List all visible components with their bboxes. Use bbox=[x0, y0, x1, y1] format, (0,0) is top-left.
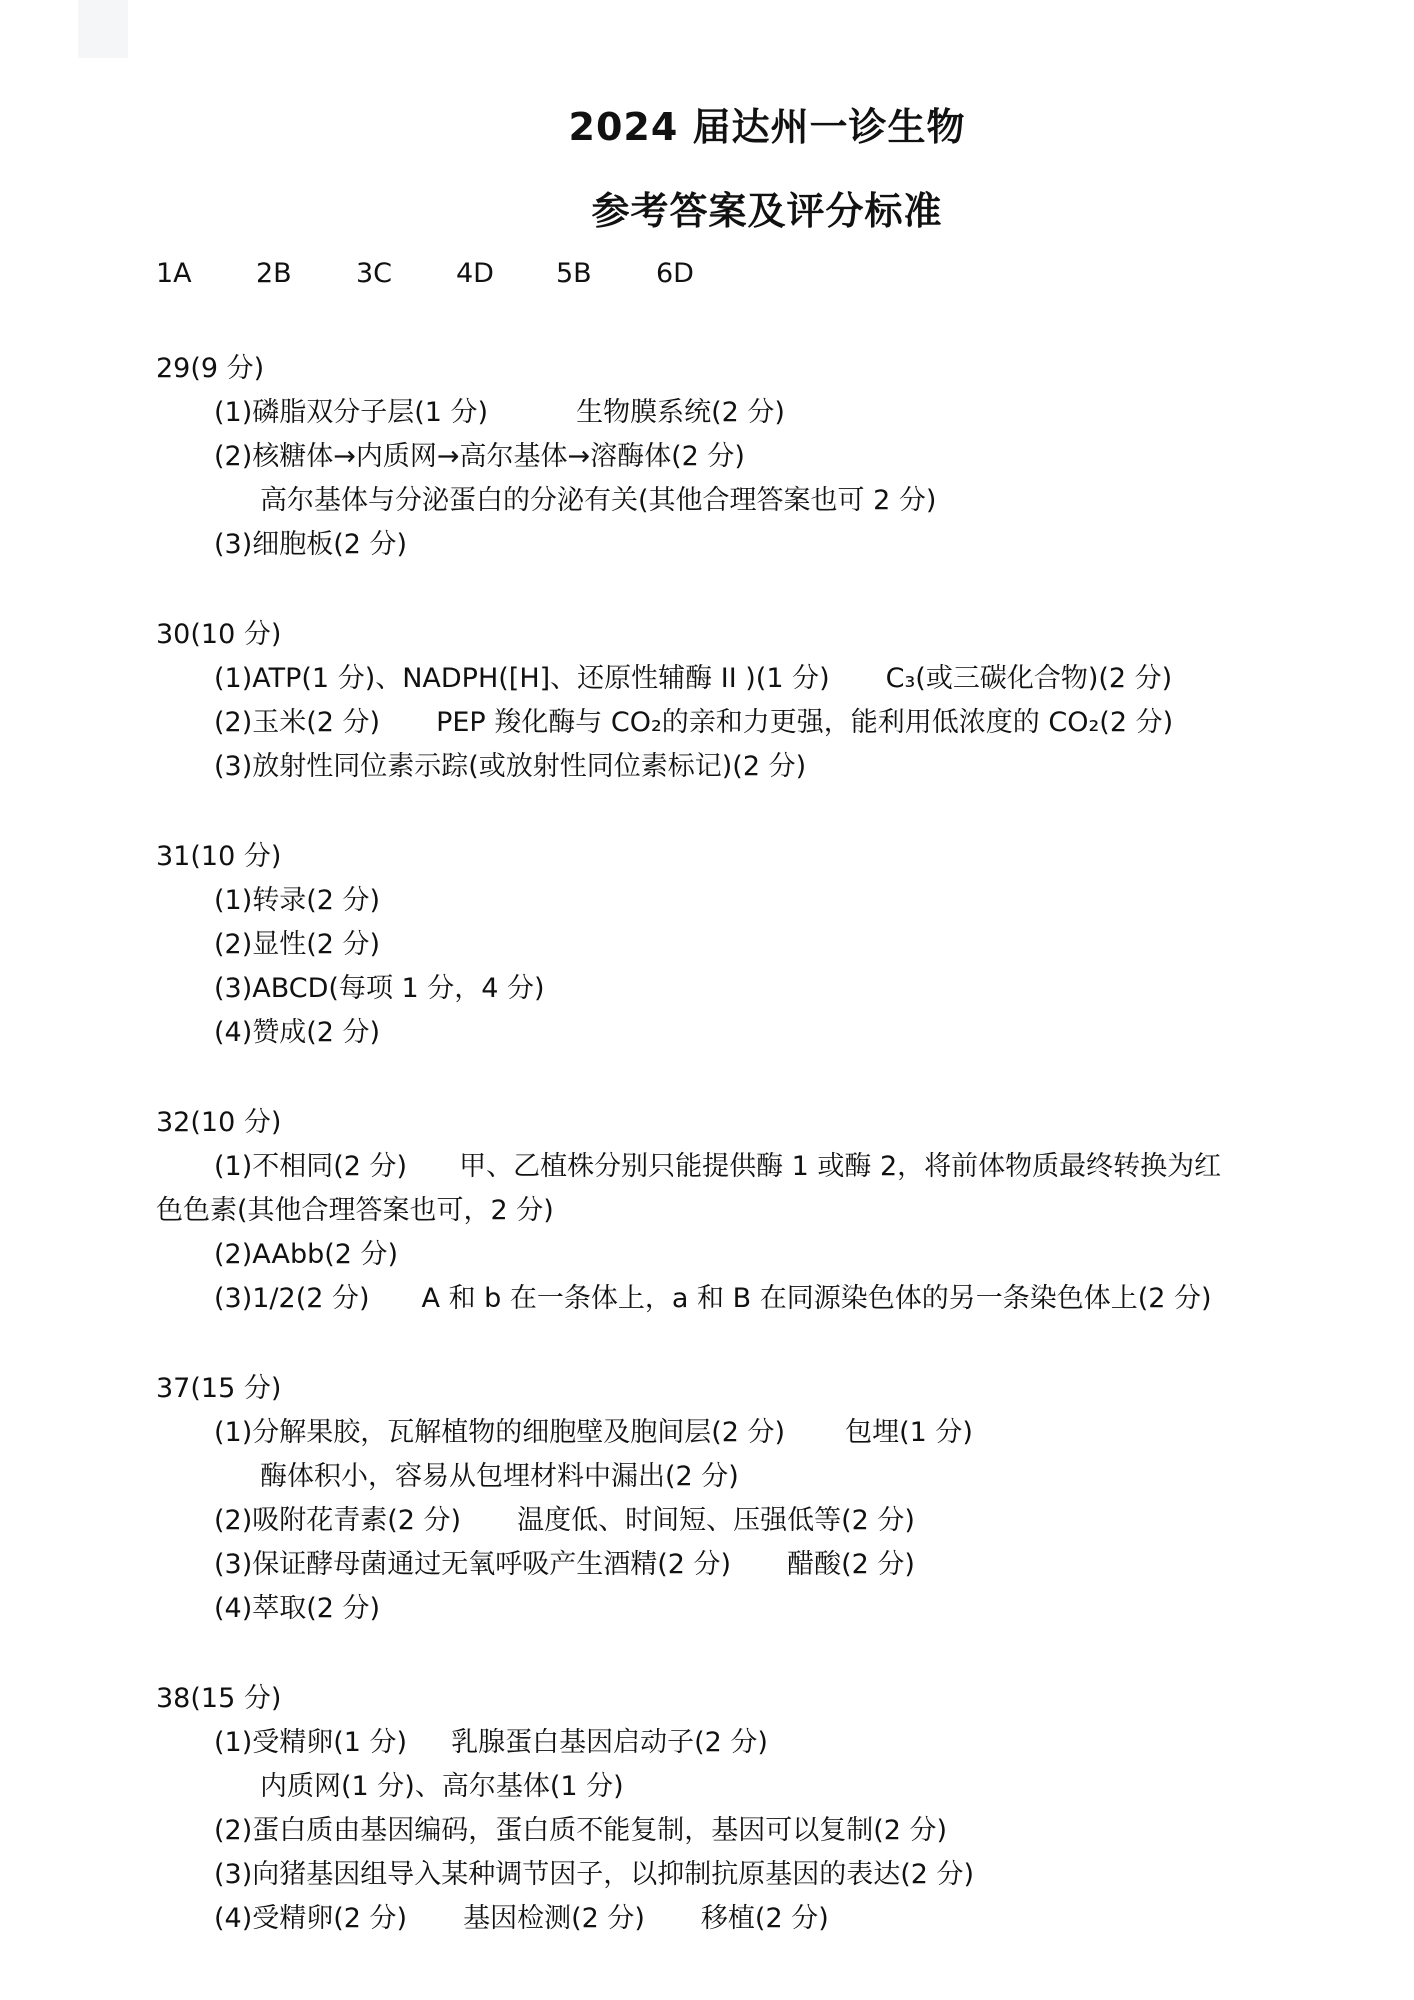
choice-answer: 2B bbox=[256, 258, 292, 289]
choice-answer: 1A bbox=[156, 258, 192, 289]
q32-heading: 32(10 分) bbox=[156, 1107, 282, 1138]
q30-part2b: PEP 羧化酶与 CO₂的亲和力更强，能利用低浓度的 CO₂(2 分) bbox=[436, 707, 1174, 738]
q30-part3: (3)放射性同位素示踪(或放射性同位素标记)(2 分) bbox=[214, 751, 807, 782]
choice-answer: 4D bbox=[456, 258, 494, 289]
q38-part1-note: 内质网(1 分)、高尔基体(1 分) bbox=[260, 1771, 624, 1802]
document-subtitle: 参考答案及评分标准 bbox=[591, 189, 943, 233]
q37-heading: 37(15 分) bbox=[156, 1373, 282, 1404]
q37-part1a: (1)分解果胶，瓦解植物的细胞壁及胞间层(2 分) bbox=[214, 1417, 786, 1448]
q30-part1a: (1)ATP(1 分)、NADPH([H]、还原性辅酶 II )(1 分) bbox=[214, 663, 830, 694]
q38-part2: (2)蛋白质由基因编码，蛋白质不能复制，基因可以复制(2 分) bbox=[214, 1815, 948, 1846]
choice-answer: 5B bbox=[556, 258, 592, 289]
q32-part3b: A 和 b 在一条体上，a 和 B 在同源染色体的另一条染色体上(2 分) bbox=[421, 1283, 1212, 1314]
choice-answers bbox=[156, 258, 756, 289]
q37-part1-note: 酶体积小，容易从包埋材料中漏出(2 分) bbox=[260, 1461, 739, 1492]
q38-part1b: 乳腺蛋白基因启动子(2 分) bbox=[451, 1727, 768, 1758]
q38-answer-line bbox=[214, 1720, 768, 1759]
q30-answer-line bbox=[214, 700, 1173, 739]
q38-part3: (3)向猪基因组导入某种调节因子，以抑制抗原基因的表达(2 分) bbox=[214, 1859, 975, 1890]
q31-heading: 31(10 分) bbox=[156, 841, 282, 872]
q38-part1a: (1)受精卵(1 分) bbox=[214, 1727, 408, 1758]
scan-artifact bbox=[78, 0, 128, 58]
q32-part3a: (3)1/2(2 分) bbox=[214, 1283, 370, 1314]
q32-part2: (2)AAbb(2 分) bbox=[214, 1239, 399, 1270]
q37-part2a: (2)吸附花青素(2 分) bbox=[214, 1505, 462, 1536]
q31-part4: (4)赞成(2 分) bbox=[214, 1017, 381, 1048]
q29-part2: (2)核糖体→内质网→高尔基体→溶酶体(2 分) bbox=[214, 441, 745, 472]
q37-part4: (4)萃取(2 分) bbox=[214, 1593, 381, 1624]
q30-part1b: C₃(或三碳化合物)(2 分) bbox=[885, 663, 1173, 694]
q29-part1a: (1)磷脂双分子层(1 分) bbox=[214, 397, 489, 428]
q37-part3b: 醋酸(2 分) bbox=[787, 1549, 915, 1580]
q38-part4c: 移植(2 分) bbox=[700, 1903, 829, 1934]
q32-answer-line bbox=[214, 1276, 1212, 1315]
q31-part2: (2)显性(2 分) bbox=[214, 929, 381, 960]
q37-answer-line bbox=[214, 1542, 915, 1581]
q37-part2b: 温度低、时间短、压强低等(2 分) bbox=[517, 1505, 915, 1536]
choice-answer: 6D bbox=[656, 258, 694, 289]
q29-part3: (3)细胞板(2 分) bbox=[214, 529, 408, 560]
q29-heading: 29(9 分) bbox=[156, 353, 265, 384]
q37-part3a: (3)保证酵母菌通过无氧呼吸产生酒精(2 分) bbox=[214, 1549, 732, 1580]
q29-part1b: 生物膜系统(2 分) bbox=[576, 397, 785, 428]
q37-answer-line bbox=[214, 1498, 915, 1537]
choice-answer: 3C bbox=[356, 258, 393, 289]
q37-part1b: 包埋(1 分) bbox=[845, 1417, 973, 1448]
q32-part1a: (1)不相同(2 分) bbox=[214, 1151, 408, 1182]
q32-part1c: 色色素(其他合理答案也可，2 分) bbox=[156, 1195, 554, 1226]
q32-answer-line bbox=[214, 1144, 1221, 1183]
q29-part2-note: 高尔基体与分泌蛋白的分泌有关(其他合理答案也可 2 分) bbox=[260, 485, 937, 516]
q38-part4b: 基因检测(2 分) bbox=[463, 1903, 645, 1934]
q31-part3: (3)ABCD(每项 1 分，4 分) bbox=[214, 973, 545, 1004]
q38-answer-line bbox=[214, 1896, 829, 1935]
q37-answer-line bbox=[214, 1410, 973, 1449]
q32-part1b: 甲、乙植株分别只能提供酶 1 或酶 2，将前体物质最终转换为红 bbox=[459, 1151, 1222, 1182]
q31-part1: (1)转录(2 分) bbox=[214, 885, 381, 916]
q30-answer-line bbox=[214, 656, 1172, 695]
q38-heading: 38(15 分) bbox=[156, 1683, 282, 1714]
document-title: 2024 届达州一诊生物 bbox=[568, 105, 966, 149]
q30-part2a: (2)玉米(2 分) bbox=[214, 707, 381, 738]
q30-heading: 30(10 分) bbox=[156, 619, 282, 650]
q38-part4a: (4)受精卵(2 分) bbox=[214, 1903, 408, 1934]
q29-answer-line bbox=[214, 390, 785, 429]
